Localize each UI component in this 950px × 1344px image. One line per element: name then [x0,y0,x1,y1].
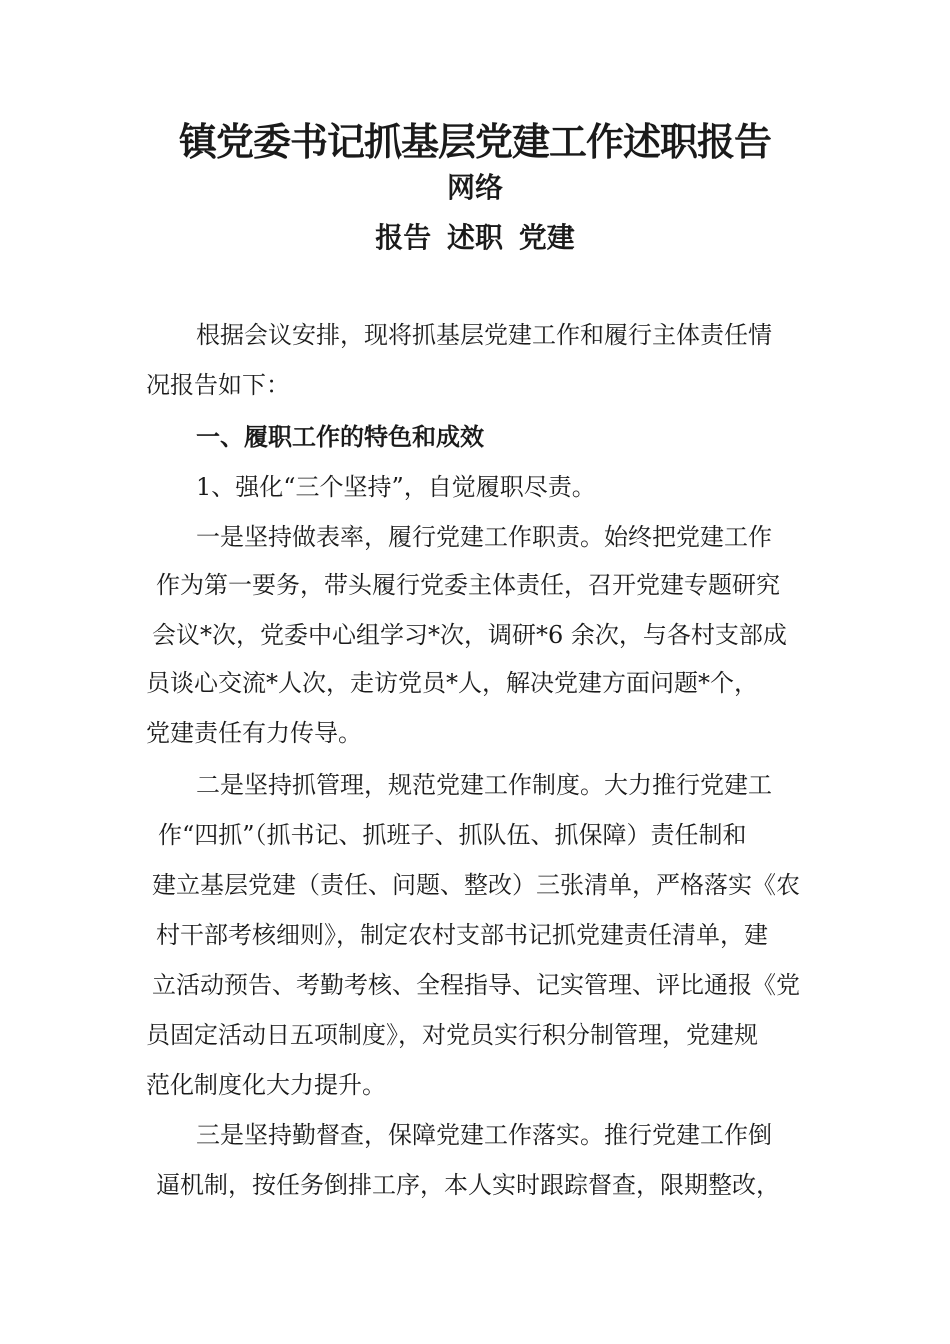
paragraph-line: 范化制度化大力提升。 [146,1071,386,1099]
paragraph-line: 会议*次，党委中心组学习*次，调研*6 余次，与各村支部成 [152,621,787,649]
paragraph-line: 建立基层党建（责任、问题、整改）三张清单，严格落实《农 [152,871,800,899]
document-title: 镇党委书记抓基层党建工作述职报告 [178,119,771,164]
paragraph-line: 员谈心交流*人次，走访党员*人，解决党建方面问题*个， [146,669,758,697]
paragraph-line: 三是坚持勤督查，保障党建工作落实。推行党建工作倒 [196,1121,772,1149]
paragraph-line: 一是坚持做表率，履行党建工作职责。始终把党建工作 [196,523,772,551]
paragraph-line: 根据会议安排，现将抓基层党建工作和履行主体责任情 [196,321,772,349]
paragraph-line: 作为第一要务，带头履行党委主体责任，召开党建专题研究 [156,571,780,599]
document-subtitle: 网络 [446,171,503,204]
subsection-heading: 1、强化“三个坚持”，自觉履职尽责。 [196,473,596,501]
paragraph-line: 党建责任有力传导。 [146,719,362,747]
paragraph-line: 立活动预告、考勤考核、全程指导、记实管理、评比通报《党 [152,971,800,999]
paragraph-line: 逼机制，按任务倒排工序，本人实时跟踪督查，限期整改， [156,1171,780,1199]
paragraph-line: 况报告如下： [146,371,290,399]
paragraph-line: 二是坚持抓管理，规范党建工作制度。大力推行党建工 [196,771,772,799]
paragraph-line: 村干部考核细则》，制定农村支部书记抓党建责任清单，建 [156,921,768,949]
document-tags: 报告 述职 党建 [375,221,575,254]
paragraph-line: 作“四抓”（抓书记、抓班子、抓队伍、抓保障）责任制和 [158,821,747,849]
paragraph-line: 员固定活动日五项制度》，对党员实行积分制管理，党建规 [146,1021,758,1049]
section-heading: 一、履职工作的特色和成效 [196,422,484,451]
